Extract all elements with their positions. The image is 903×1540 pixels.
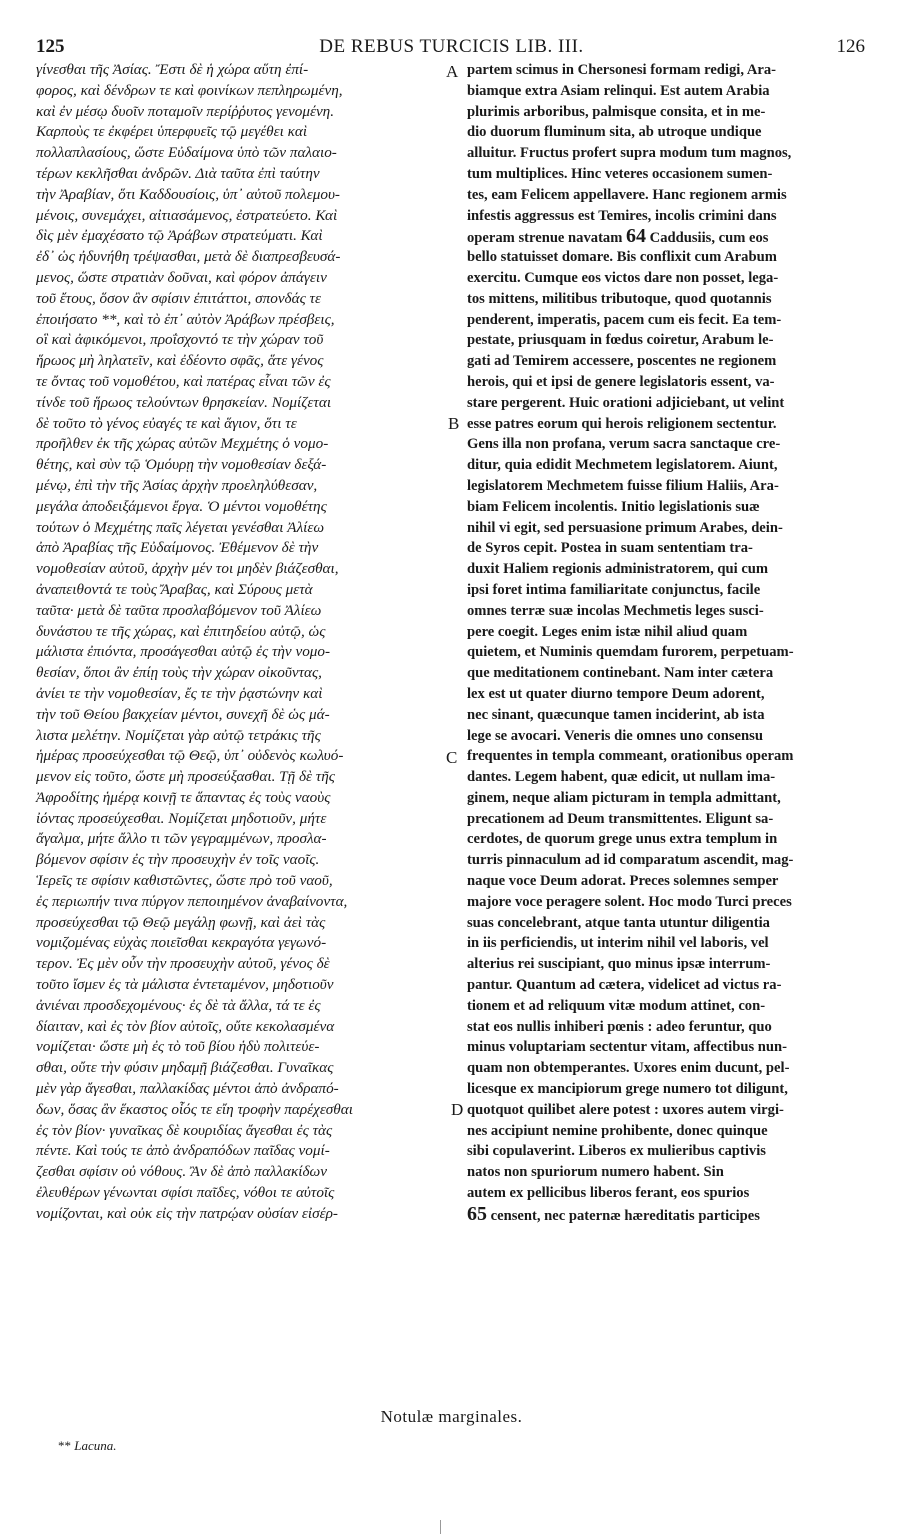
greek-line: τίνδε τοῦ ἥρωος τελούντων θρησκείαν. Νομίζεται [36, 393, 332, 411]
latin-line: stat eos nullis inhiberi pœnis : adeo feruntur, quo [467, 1018, 772, 1035]
line-text: operam strenue navatam [467, 230, 627, 247]
left-page-number: 125 [36, 36, 65, 57]
latin-line [467, 226, 869, 247]
latin-line: penderent, imperatis, pacem cum eis fecit. Ea tem- [467, 311, 782, 328]
latin-line: biam Felicem incolentis. Initio legislationis suæ [467, 498, 760, 515]
line-text: Caddusiis, cum eos [646, 230, 769, 247]
marginal-notes-title: Notulæ marginales. [380, 1407, 523, 1426]
latin-line: ipsi foret intima familiaritate conjunctus, facile [467, 581, 761, 598]
footnote-text: Lacuna. [74, 1438, 117, 1453]
latin-line: gati ad Temirem accessere, poscentes ne regionem [467, 353, 777, 370]
greek-line: δυνάστου τε τῆς χώρας, καὶ ἐπιτηδείου αὐτῷ, ὡς [36, 622, 326, 640]
greek-line: τὴν τοῦ Θείου βακχείαν μέντοι, συνεχῆ δὲ ὡς μά- [36, 705, 330, 723]
greek-line: τε ὄντας τοῦ νομοθέτου, καὶ πατέρας εἶναι τῶν ἐς [36, 372, 331, 390]
latin-line: de Syros cepit. Postea in suam sententiam tra- [467, 540, 753, 557]
greek-line: ἐλευθέρων γένωνται σφίσι παῖδες, νόθοι τε αὐτοῖς [36, 1184, 335, 1202]
latin-line: quam non obtemperantes. Uxores enim ducunt, pel- [467, 1060, 790, 1077]
latin-line: minus voluptariam sectentur vitam, affectibus nun- [467, 1039, 787, 1056]
latin-line: quotquot quilibet alere potest : uxores autem virgi- [467, 1101, 784, 1118]
greek-line: γίνεσθαι τῆς Ἀσίας. Ἔστι δὲ ἡ χώρα αὕτη ἐπί- [36, 61, 309, 78]
greek-line: μὲν γὰρ ἄγεσθαι, παλλακίδας μέντοι ἀπὸ ἀνδραπό- [36, 1080, 339, 1098]
greek-line: ἀναπειθοντά τε τοὺς Ἄραβας, καὶ Σύρους μετὰ [36, 580, 313, 598]
greek-line: ἐδ᾽ ὡς ἠδυνήθη τρέψασθαι, μετὰ δὲ διαπρεσβευσά- [36, 248, 341, 266]
greek-line: θεσίαν, ὅποι ἂν ἐπίῃ τοὺς τὴν χώραν οἰκοῦντας, [36, 664, 322, 682]
latin-line: frequentes in templa commeant, orationibus operam [467, 748, 794, 765]
latin-line: naque voce Deum adorat. Preces solemnes semper [467, 873, 779, 890]
latin-line [467, 1204, 869, 1225]
latin-line: alluitur. Fructus profert supra modum tum magnos, [467, 145, 792, 162]
latin-line: biamque extra Asiam relinqui. Est autem Arabia [467, 82, 770, 99]
greek-line: μένοις, συνεμάχει, αἰτιασάμενος, ἐστρατεύετο. Καὶ [36, 206, 338, 224]
greek-line: μάλιστα ἐπιόντα, προσάγεσθαι αὐτῷ ἐς τὴν νομο- [36, 643, 331, 661]
latin-line: infestis aggressus est Temires, incolis crimini dans [467, 207, 777, 224]
section-marker-a: A [446, 62, 459, 81]
greek-line: θέτης, καὶ σὺν τῷ Ὁμόυρῃ τὴν νομοθεσίαν δεξά- [36, 456, 327, 474]
latin-line: tionem et ad reliquum vitæ modum attinet, con- [467, 997, 766, 1014]
line-text: censent, nec paternæ hæreditatis participes [487, 1207, 760, 1224]
greek-line: Καρποὺς τε ἐκφέρει ὑπερφυεῖς τῷ μεγέθει καὶ [36, 123, 308, 141]
latin-line: plurimis arboribus, palmisque consita, et in me- [467, 103, 766, 120]
greek-line: νομιζομένας εὐχὰς ποιεῖσθαι κεκραγότα γεγωνό- [36, 934, 327, 952]
greek-line: πολλαπλασίους, ὥστε Εὐδαίμονα ὑπὸ τῶν παλαιο- [36, 144, 337, 162]
latin-line: nes accipiunt nemine prohibente, donec quinque [467, 1122, 768, 1139]
greek-line: Ἱερεῖς τε σφίσιν καθιστῶντες, ὥστε πρὸ τοῦ ναοῦ, [36, 872, 333, 890]
greek-line: τοῦτο ἴσμεν ἐς τὰ μάλιστα ἐντεταμένον, μηδοτιοῦν [36, 976, 334, 994]
latin-line: pantur. Quantum ad cætera, videlicet ad victus ra- [467, 977, 782, 994]
greek-line: μένῳ, ἐπὶ τὴν τῆς Ἀσίας ἀρχὴν προεληλύθεσαν, [36, 476, 318, 494]
latin-line: tos mittens, militibus tributoque, quod quotannis [467, 290, 772, 307]
greek-line: τοῦ ἔτους, ὅσον ἂν σφίσιν ἐπιτάττοι, σπονδάς τε [36, 289, 321, 307]
latin-line: stare pergerent. Huic orationi adjiciebant, ut velint [467, 394, 785, 411]
greek-line: φορος, καὶ δένδρων τε καὶ φοινίκων πεπληρωμένη, [36, 81, 343, 99]
greek-line: ἰόντας προσεύχεσθαι. Νομίζεται μηδοτιοῦν, μήτε [36, 809, 327, 827]
greek-line: ἐποιήσατο **, καὶ τὸ ἐπ᾽ αὐτὸν Ἀράβων πρέσβεις, [36, 310, 335, 328]
latin-line: pere coegit. Leges enim istæ nihil aliud quam [467, 623, 748, 640]
latin-line: majore voce peragere solent. Hoc modo Turci preces [467, 893, 792, 910]
latin-line: ginem, neque aliam picturam in templa admittant, [467, 789, 781, 806]
latin-line: dantes. Legem habent, quæ edicit, ut nullam ima- [467, 769, 776, 786]
greek-line: δὲ τοῦτο τὸ γένος εὐαγές τε καὶ ἅγιον, ὅτι τε [36, 414, 297, 432]
latin-line: lex est ut quater diurno tempore Deum adorent, [467, 685, 765, 702]
greek-line: νομίζονται, καὶ οὐκ εἰς τὴν πατρῴαν οὐσίαν εἰσέρ- [36, 1204, 338, 1222]
latin-line: suas concelebrant, atque tanta utuntur diligentia [467, 914, 770, 931]
greek-line: μενον εἰς τοῦτο, ὥστε μὴ προσεύξασθαι. Τῇ δὲ τῆς [36, 768, 335, 786]
greek-line: τούτων ὁ Μεχμέτης παῖς λέγεται γενέσθαι Ἀλίεω [36, 518, 325, 536]
greek-line: βόμενον σφίσιν ἐς τὴν προσευχὴν ἐν τοῖς ναοῖς. [36, 851, 320, 869]
greek-line: ἄγαλμα, μήτε ἄλλο τι τῶν γεγραμμένων, προσλα- [36, 830, 327, 848]
latin-line: cerdotes, de quorum grege unus extra templum in [467, 831, 778, 848]
greek-line: πέντε. Καὶ τούς τε ἀπὸ ἀνδραπόδων παῖδας νομί- [36, 1142, 330, 1160]
latin-line: Gens illa non profana, verum sacra sanctaque cre- [467, 436, 781, 453]
greek-line: ἀνίει τε τὴν νομοθεσίαν, ἔς τε τὴν ῥᾳστώνην καὶ [36, 684, 323, 702]
greek-line: προῆλθεν ἐκ τῆς χώρας αὐτῶν Μεχμέτης ὁ νομο- [36, 435, 329, 453]
latin-line: turris pinnaculum ad id comparatum ascendit, mag- [467, 852, 794, 869]
greek-text-column [36, 60, 440, 1225]
greek-line: προσεύχεσθαι τῷ Θεῷ μεγάλῃ φωνῇ, καὶ ἀεὶ τὰς [36, 913, 326, 931]
latin-line: nec sinant, quæcunque tamen inciderint, ab ista [467, 706, 765, 723]
running-title: DE REBUS TURCICIS LIB. III. [319, 36, 584, 57]
latin-line: natos non spuriorum numero habent. Sin [467, 1164, 724, 1181]
greek-line: ἐς περιωπήν τινα πύργον πεποιημένον ἀναβαίνοντα, [36, 892, 348, 910]
latin-line: sibi copulaverint. Liberos ex mulieribus captivis [467, 1143, 766, 1160]
greek-line: σθαι, οὔτε τὴν φύσιν μηδαμῇ βιάζεσθαι. Γυναῖκας [36, 1059, 334, 1077]
greek-line: ἐς τὸν βίον· γυναῖκας δὲ κουριδίας ἄγεσθαι ἐς τὰς [36, 1121, 333, 1139]
greek-line: Ἀφροδίτης ἡμέρᾳ κοινῇ τε ἅπαντας ἐς τοὺς ναοὺς [36, 788, 331, 806]
greek-line: ζεσθαι σφίσιν οὐ νόθους. Ἂν δὲ ἀπὸ παλλακίδων [36, 1163, 328, 1181]
latin-line: esse patres eorum qui herois religionem sectentur. [467, 415, 777, 432]
greek-line: δὶς μὲν ἐμαχέσατο τῷ Ἀράβων στρατεύματι. Καὶ [36, 227, 323, 245]
greek-line: τερον. Ἐς μὲν οὖν τὴν προσευχὴν αὐτοῦ, γένος δὲ [36, 955, 330, 973]
inline-page-number: 64 [626, 225, 647, 248]
greek-line: λιστα μελέτην. Νομίζεται γὰρ αὐτῷ τετράκις τῆς [36, 726, 321, 744]
latin-line: lege se avocari. Veneris die omnes uno consensu [467, 727, 763, 744]
section-marker-b: B [448, 414, 460, 433]
greek-line: τὴν Ἀραβίαν, ὅτι Καδδουσίοις, ὑπ᾽ αὐτοῦ πολεμου- [36, 185, 340, 203]
greek-line: τέρων κεκλῆσθαι ἀνδρῶν. Διὰ ταῦτα ἐπὶ ταύτην [36, 164, 320, 182]
latin-line: que meditationem continebant. Nam inter cætera [467, 665, 774, 682]
latin-line: exercitu. Cumque eos victos dare non posset, lega- [467, 269, 779, 286]
inline-page-number: 65 [467, 1202, 487, 1225]
latin-line: quietem, et Numinis quemdam furorem, perpetuam- [467, 644, 794, 661]
latin-line: legislatorem Mechmetem fuisse filium Haliis, Ara- [467, 477, 779, 494]
latin-line: omnes terræ suæ incolas Mechmetis leges susci- [467, 602, 764, 619]
section-marker-d: D [451, 1100, 464, 1119]
latin-line: precationem ad Deum transmittentes. Eligunt sa- [467, 810, 774, 827]
latin-line: in iis perficiendis, ut interim nihil vel laboris, vel [467, 935, 769, 952]
latin-line: autem ex pellicibus liberos ferant, eos spurios [467, 1185, 750, 1202]
greek-line: ταῦτα· μετὰ δὲ ταῦτα προσλαβόμενον τοῦ Ἀλίεω [36, 601, 322, 619]
right-page-number: 126 [836, 36, 865, 57]
greek-line: ἥρωος μὴ ληλατεῖν, καὶ ἐδέοντο σφᾶς, ἅτε γένος [36, 352, 324, 370]
greek-line: μενος, ὥστε στρατιὰν δοῦναι, καὶ φόρον ἀπάγειν [36, 268, 327, 286]
latin-line: partem scimus in Chersonesi formam redigi, Ara- [467, 62, 776, 78]
greek-line: μεγάλα ἀποδειξάμενοι ἔργα. Ὁ μέντοι νομοθέτης [36, 497, 327, 515]
latin-line: alterius rei suscipiant, quo minus ipsæ interrum- [467, 956, 771, 973]
latin-line: duxit Haliem regionis administratorem, qui cum [467, 561, 769, 578]
greek-line: ἀπὸ Ἀραβίας τῆς Εὐδαίμονος. Ἐθέμενον δὲ τὴν [36, 539, 319, 557]
latin-line: bello statuisset domare. Bis conflixit cum Arabum [467, 249, 777, 266]
greek-line: οἳ καὶ ἀφικόμενοι, προΐσχοντό τε τὴν χώραν τοῦ [36, 331, 324, 349]
greek-line: ἡμέρας προσεύχεσθαι τῷ Θεῷ, ὑπ᾽ οὐδενὸς κωλυό- [36, 747, 344, 765]
greek-line: δων, ὅσας ἂν ἕκαστος οἷός τε εἴη τροφὴν παρέχεσθαι [36, 1100, 353, 1118]
greek-line: νομίζεται· ὥστε μὴ ἐς τὸ τοῦ βίου ἡδὺ πολιτεύε- [36, 1038, 320, 1056]
latin-line: pestate, priusquam in fœdus coiretur, Arabum le- [467, 332, 774, 349]
latin-text-column [467, 60, 869, 1225]
greek-line: δίαιταν, καὶ ἐς τὸν βίον αὐτοῖς, οὔτε κεκολασμένα [36, 1017, 335, 1035]
latin-line: licesque ex mancipiorum grege numero tot diligunt, [467, 1081, 788, 1098]
footnote [58, 1438, 117, 1454]
gutter-mark [440, 1520, 441, 1534]
footnote-mark: ** [58, 1438, 71, 1453]
section-marker-c: C [446, 748, 458, 767]
greek-line: ἀνιέναι προσδεχομένους· ἐς δὲ τὰ ἄλλα, τά τε ἐς [36, 996, 321, 1014]
greek-line: νομοθεσίαν αὐτοῦ, ἀρχὴν μέν τοι μηδὲν βιάζεσθαι, [36, 560, 339, 578]
greek-line: καὶ ἐν μέσῳ δυοῖν ποταμοῖν περίῤῥυτος γενομένη. [36, 102, 335, 120]
latin-line: ditur, quia edidit Mechmetem legislatorem. Aiunt, [467, 457, 778, 474]
latin-line: dio duorum fluminum sita, ab utroque undique [467, 124, 762, 141]
latin-line: tes, eam Felicem appellavere. Hanc regionem armis [467, 186, 787, 203]
latin-line: tum multiplices. Hinc veteres occasionem sumen- [467, 165, 773, 182]
latin-line: herois, qui et ipsi de genere legislatoris essent, va- [467, 373, 775, 390]
latin-line: nihil vi egit, sed persuasione primum Arabes, dein- [467, 519, 783, 536]
